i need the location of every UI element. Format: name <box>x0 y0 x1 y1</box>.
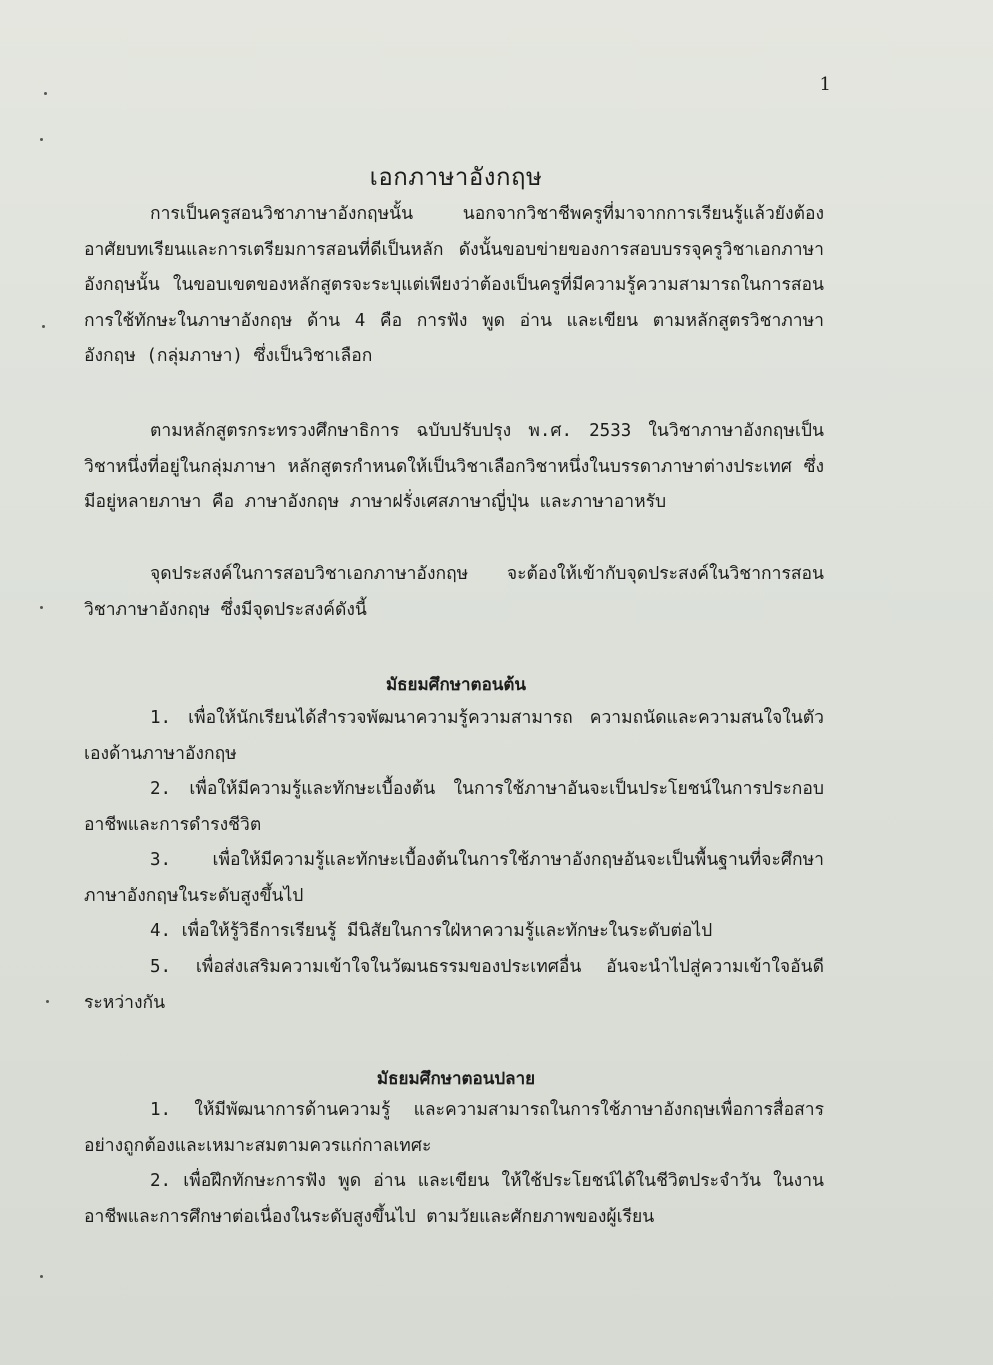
objective-item: 4. เพื่อให้รู้วิธีการเรียนรู้ มีนิสัยในการใฝ่หาความรู้และทักษะในระดับต่อไป <box>150 921 713 941</box>
margin-mark <box>46 1000 49 1003</box>
margin-mark <box>42 325 45 328</box>
page-number: 1 <box>819 74 831 95</box>
page-title: เอกภาษาอังกฤษ <box>369 163 543 191</box>
intro-paragraph: ตามหลักสูตรกระทรวงศึกษาธิการ ฉบับปรับปรุง พ.ศ. 2533 ในวิชาภาษาอังกฤษเป็นวิชาหนึ่งที่อยู่ในกลุ่มภาษา หลักสูตรกำหนดให้เป็นวิชาเลือกวิชาหนึ่งในบรรดาภาษาต่างประเทศ ซึ่งมีอยู่หลายภาษา คือ ภาษาอังกฤษ ภาษาฝรั่งเศสภาษาญี่ปุ่น และภาษาอาหรับ <box>84 421 824 512</box>
margin-mark <box>40 1275 43 1278</box>
section-heading-lower-secondary: มัธยมศึกษาตอนต้น <box>385 675 527 695</box>
objective-item: 2. เพื่อฝึกทักษะการฟัง พูด อ่าน และเขียน ให้ใช้ประโยชน์ได้ในชีวิตประจำวัน ในงานอาชีพและการศึกษาต่อเนื่องในระดับสูงขึ้นไป ตามวัยและศักยภาพของผู้เรียน <box>84 1171 824 1227</box>
objective-item: 2. เพื่อให้มีความรู้และทักษะเบื้องต้น ในการใช้ภาษาอันจะเป็นประโยชน์ในการประกอบอาชีพและการดำรงชีวิต <box>84 779 824 835</box>
margin-mark <box>40 606 43 609</box>
objective-item: 3. เพื่อให้มีความรู้และทักษะเบื้องต้นในการใช้ภาษาอังกฤษอันจะเป็นพื้นฐานที่จะศึกษาภาษาอังกฤษในระดับสูงขึ้นไป <box>84 850 824 906</box>
objective-item: 1. เพื่อให้นักเรียนได้สำรวจพัฒนาความรู้ความสามารถ ความถนัดและความสนใจในตัวเองด้านภาษาอังกฤษ <box>84 708 824 764</box>
margin-mark <box>44 92 47 95</box>
section-heading-upper-secondary: มัธยมศึกษาตอนปลาย <box>376 1069 536 1089</box>
intro-paragraph: จุดประสงค์ในการสอบวิชาเอกภาษาอังกฤษ จะต้องให้เข้ากับจุดประสงค์ในวิชาการสอน วิชาภาษาอังกฤษ ซึ่งมีจุดประสงค์ดังนี้ <box>84 564 824 620</box>
objective-item: 5. เพื่อส่งเสริมความเข้าใจในวัฒนธรรมของประเทศอื่น อันจะนำไปสู่ความเข้าใจอันดีระหว่างกัน <box>84 957 824 1013</box>
intro-paragraph: การเป็นครูสอนวิชาภาษาอังกฤษนั้น นอกจากวิชาชีพครูที่มาจากการเรียนรู้แล้วยังต้องอาศัยบทเรียนและการเตรียมการสอนที่ดีเป็นหลัก ดังนั้นขอบข่ายของการสอบบรรจุครูวิชาเอกภาษาอังกฤษนั้น ในขอบเขตของหลักสูตรจะระบุแต่เพียงว่าต้องเป็นครูที่มีความรู้ความสามารถในการสอน การใช้ทักษะในภาษาอังกฤษ ด้าน 4 คือ การฟัง พูด อ่าน และเขียน ตามหลักสูตรวิชาภาษาอังกฤษ (กลุ่มภาษา) ซึ่งเป็นวิชาเลือก <box>84 204 824 366</box>
margin-mark <box>40 138 43 141</box>
objective-item: 1. ให้มีพัฒนาการด้านความรู้ และความสามารถในการใช้ภาษาอังกฤษเพื่อการสื่อสารอย่างถูกต้องและเหมาะสมตามควรแก่กาลเทศะ <box>84 1100 824 1156</box>
